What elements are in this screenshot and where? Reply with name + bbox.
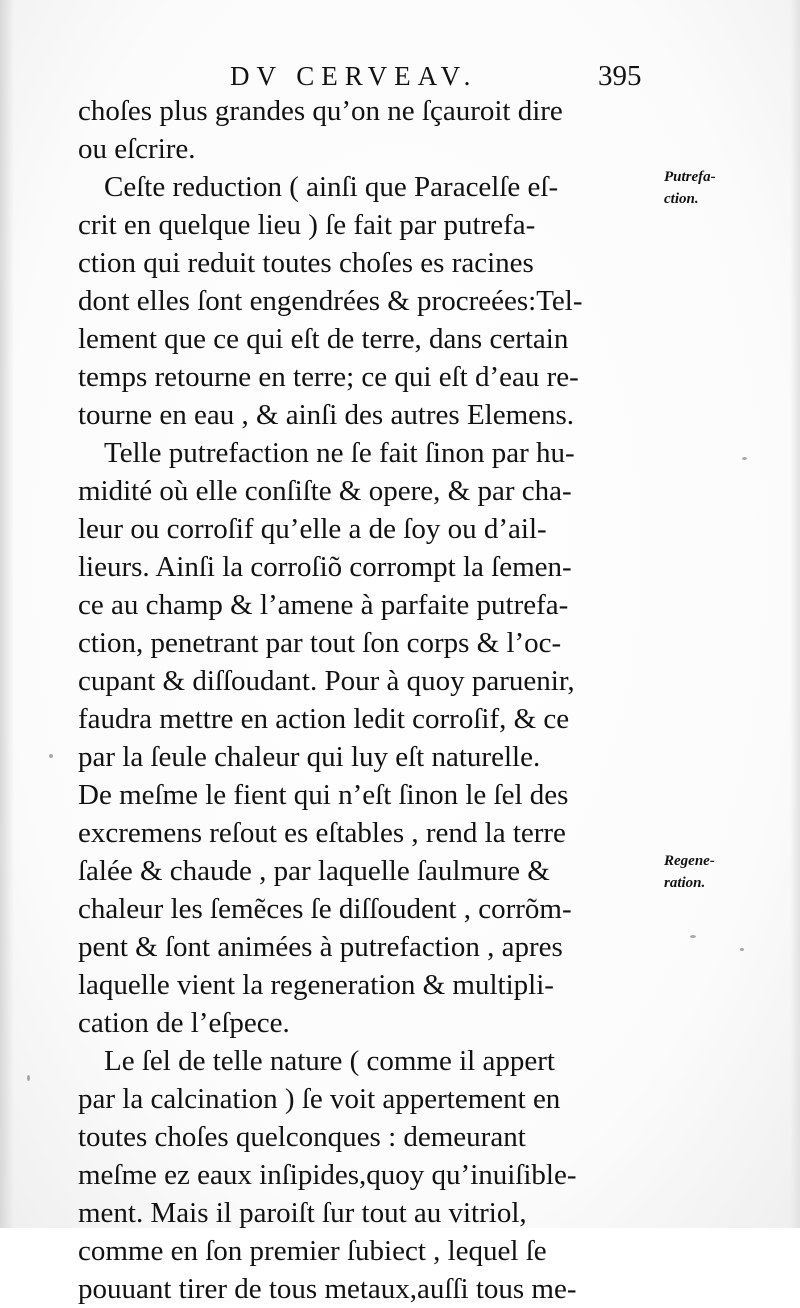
text-line: ſalée & chaude , par laquelle ſaulmure &: [78, 855, 550, 887]
text-line: pouuant tirer de tous metaux,auſſi tous me-: [78, 1273, 577, 1305]
text-line: chaleur les ſemẽces ſe diſſoudent , corrõm-: [78, 893, 572, 925]
text-line: leur ou corroſif qu’elle a de ſoy ou d’ail-: [78, 513, 547, 545]
margin-note-line: ction.: [664, 191, 699, 207]
page-left-edge-shadow: [0, 0, 14, 1228]
margin-note-line: Regene-: [664, 853, 715, 869]
text-line: Ceſte reduction ( ainſi que Paracelſe eſ-: [104, 171, 559, 203]
text-line: par la ſeule chaleur qui luy eſt naturelle.: [78, 741, 541, 773]
ink-speck: [690, 935, 696, 938]
text-line: pent & ſont animées à putrefaction , apres: [78, 931, 563, 963]
body-text: [78, 92, 658, 1308]
text-line: cation de l’eſpece.: [78, 1007, 290, 1039]
text-line: De meſme le fient qui n’eſt ſinon le ſel des: [78, 779, 569, 811]
text-line: Telle putrefaction ne ſe fait ſinon par hu-: [104, 437, 575, 469]
margin-note-putrefaction: [664, 166, 716, 210]
text-line: ction, penetrant par tout ſon corps & l’oc-: [78, 627, 562, 659]
ink-speck: [740, 948, 744, 951]
text-line: laquelle vient la regeneration & multipli-: [78, 969, 554, 1001]
text-line: midité où elle conſiſte & opere, & par cha-: [78, 475, 572, 507]
text-line: temps retourne en terre; ce qui eſt d’eau re-: [78, 361, 579, 393]
text-line: excremens reſout es eſtables , rend la terre: [78, 817, 566, 849]
text-line: ction qui reduit toutes choſes es racines: [78, 247, 534, 279]
text-line: dont elles ſont engendrées & procreées:Tel-: [78, 285, 583, 317]
text-line: tourne en eau , & ainſi des autres Elemens.: [78, 399, 575, 431]
page-right-edge-shadow: [790, 0, 800, 1228]
ink-speck: [49, 754, 53, 758]
text-line: comme en ſon premier ſubiect , lequel ſe: [78, 1235, 547, 1267]
text-line: lement que ce qui eſt de terre, dans certain: [78, 323, 569, 355]
running-title: DV CERVEAV.: [230, 61, 478, 91]
text-line: lieurs. Ainſi la corroſiõ corrompt la ſemen-: [78, 551, 572, 583]
text-line: ment. Mais il paroiſt ſur tout au vitriol,: [78, 1197, 527, 1229]
ink-speck: [742, 457, 747, 460]
text-line: toutes choſes quelconques : demeurant: [78, 1121, 526, 1153]
text-line: par la calcination ) ſe voit appertement en: [78, 1083, 561, 1115]
text-line: crit en quelque lieu ) ſe fait par putrefa-: [78, 209, 536, 241]
page-number: 395: [598, 60, 642, 92]
text-line: faudra mettre en action ledit corroſif, & ce: [78, 703, 570, 735]
text-line: meſme ez eaux inſipides,quoy qu’inuiſible-: [78, 1159, 577, 1191]
text-line: ou eſcrire.: [78, 133, 196, 165]
margin-note-line: ration.: [664, 875, 706, 891]
text-line: cupant & diſſoudant. Pour à quoy paruenir,: [78, 665, 575, 697]
margin-note-line: Putrefa-: [664, 169, 716, 185]
ink-speck: [27, 1075, 30, 1081]
text-line: Le ſel de telle nature ( comme il appert: [104, 1045, 555, 1077]
margin-note-regeneration: [664, 850, 715, 894]
text-line: choſes plus grandes qu’on ne ſçauroit dire: [78, 95, 563, 127]
text-line: ce au champ & l’amene à parfaite putrefa-: [78, 589, 569, 621]
